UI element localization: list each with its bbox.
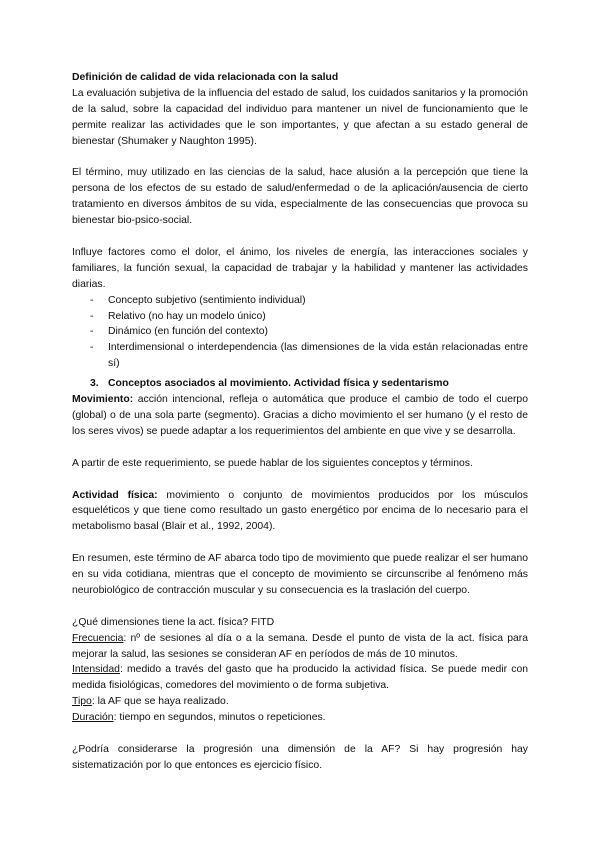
definition-intensidad: : medido a través del gasto que ha producido la actividad física. Se puede medir con medida fisiológicas, comedores del movimiento o de forma subjetiva. — [72, 664, 528, 692]
section-title: Conceptos asociados al movimiento. Actividad física y sedentarismo — [108, 378, 449, 390]
term-frecuencia: Frecuencia — [72, 632, 124, 644]
dash-bullet: - — [90, 310, 94, 322]
list-item-text: Concepto subjetivo (sentimiento individual) — [108, 294, 306, 306]
spacer — [72, 229, 528, 245]
section-heading-calidad-de-vida: Definición de calidad de vida relacionada con la salud — [72, 72, 339, 83]
list-item — [90, 324, 528, 340]
spacer — [72, 472, 528, 488]
spacer — [72, 726, 528, 742]
fitd-tipo — [72, 694, 528, 710]
definition-actividad-fisica: movimiento o conjunto de movimientos producidos por los músculos esqueléticos y que tiene como resultado un gasto energético por encima de lo necesario para el metabolismo basal (Blair et al., 1992, 2004). — [72, 489, 528, 533]
definition-tipo: : la AF que se haya realizado. — [91, 696, 229, 708]
dash-bullet: - — [90, 326, 94, 338]
section-3-heading — [72, 376, 528, 392]
list-item-text: Relativo (no hay un modelo único) — [108, 310, 266, 322]
term-movimiento: Movimiento: — [72, 394, 134, 406]
definition-duracion: : tiempo en segundos, minutos o repeticiones. — [113, 712, 326, 724]
paragraph-definicion: La evaluación subjetiva de la influencia del estado de salud, los cuidados sanitarios y la promoción de la salud, sobre la capacidad del individuo para mantener un nivel de funcionamiento que le permite realizar las actividades que le son importantes, y que afectan a su estado general de bienestar (Shumaker y Naughton 1995). — [72, 87, 528, 147]
dash-bullet: - — [90, 294, 94, 306]
term-intensidad: Intensidad — [72, 664, 120, 676]
fitd-frecuencia — [72, 631, 528, 663]
paragraph-termino: El término, muy utilizado en las ciencias de la salud, hace alusión a la percepción que tiene la persona de los efectos de su estado de salud/enfermedad o de la aplicación/ausencia de cierto tratamiento en diversos ámbitos de su vida, especialmente de las consecuencias que provoca su bienestar bio-psico-social. — [72, 167, 528, 227]
fitd-intensidad — [72, 662, 528, 694]
list-item — [90, 340, 528, 372]
term-duracion: Duración — [72, 712, 114, 724]
paragraph-requerimiento: A partir de este requerimiento, se puede hablar de los siguientes conceptos y términos. — [72, 457, 473, 469]
spacer — [72, 150, 528, 166]
spacer — [72, 599, 528, 615]
paragraph-factores: Influye factores como el dolor, el ánimo, los niveles de energía, las interacciones sociales y familiares, la función sexual, la capacidad de trabajar y la habilidad y mantener las actividades diarias. — [72, 246, 528, 290]
characteristics-list — [72, 293, 528, 373]
list-item-text: Dinámico (en función del contexto) — [108, 326, 268, 338]
paragraph-progresion: ¿Podría considerarse la progresión una dimensión de la AF? Si hay progresión hay sistematización por lo que entonces es ejercicio físico. — [72, 743, 528, 771]
fitd-duracion — [72, 710, 528, 726]
list-item — [90, 309, 528, 325]
spacer — [72, 535, 528, 551]
paragraph-movimiento — [72, 392, 528, 440]
list-item — [90, 293, 528, 309]
term-tipo: Tipo — [72, 696, 92, 708]
section-number: 3. — [90, 378, 99, 390]
dash-bullet: - — [90, 342, 94, 354]
definition-movimiento: acción intencional, refleja o automática que produce el cambio de todo el cuerpo (global) o de una sola parte (segmento). Gracias a dicho movimiento el ser humano (y el resto de los seres vivos) se puede adaptar a los requerimientos del ambiente en que vive y se desarrolla. — [72, 394, 528, 437]
fitd-question: ¿Qué dimensiones tiene la act. física? FITD — [72, 616, 275, 628]
list-item-text: Interdimensional o interdependencia (las dimensiones de la vida están relacionadas entre sí) — [108, 342, 528, 370]
paragraph-resumen: En resumen, este término de AF abarca todo tipo de movimiento que puede realizar el ser humano en su vida cotidiana, mientras que el concepto de movimiento se circunscribe al fenómeno más neurobiológico de contracción muscular y su consecuencia es la traslación del cuerpo. — [72, 553, 528, 596]
term-actividad-fisica: Actividad física: — [72, 489, 158, 501]
spacer — [72, 440, 528, 456]
document-page — [72, 70, 528, 774]
definition-frecuencia: : nº de sesiones al día o a la semana. Desde el punto de vista de la act. física para mejorar la salud, las sesiones se consideran AF en períodos de más de 10 minutos. — [72, 632, 528, 660]
paragraph-actividad-fisica — [72, 488, 528, 536]
